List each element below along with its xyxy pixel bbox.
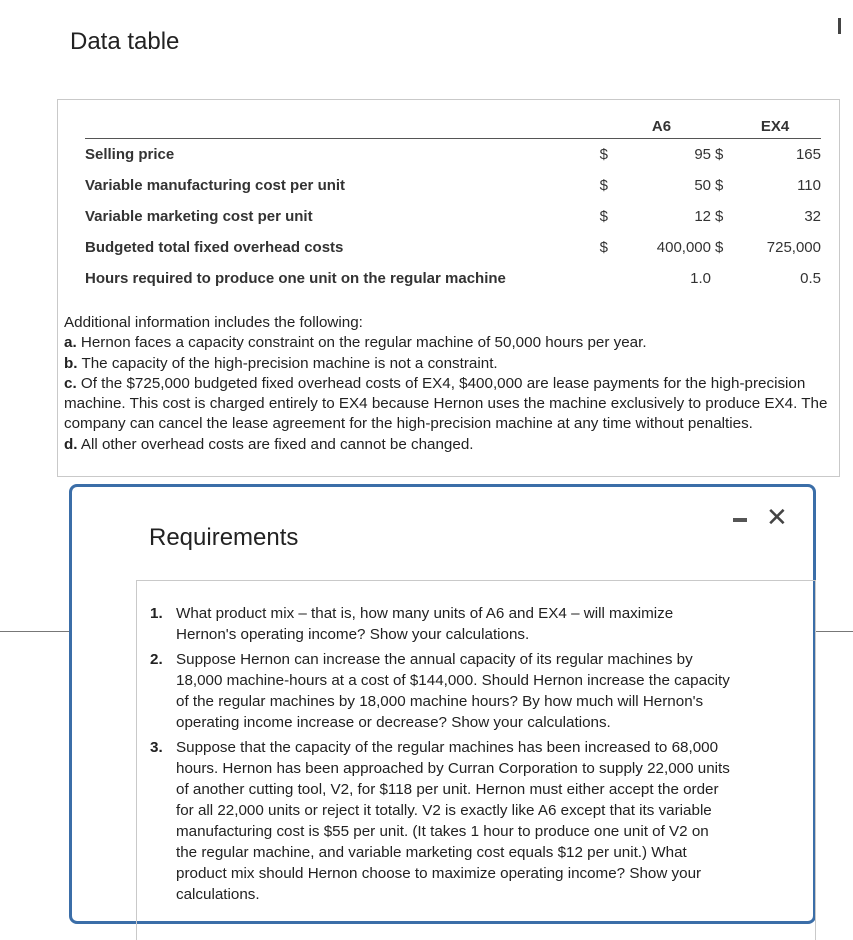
info-item-text: Of the $725,000 budgeted fixed overhead costs of EX4, $400,000 are lease payments for the high-precision machine. This cost is charged entirely to EX4 because Hernon uses the machine exclusively to produce EX4. The company can cancel the lease agreement for the high-precision machine at any time without penalties.	[64, 374, 828, 433]
info-item-text: Hernon faces a capacity constraint on the regular machine of 50,000 hours per year.	[76, 334, 647, 352]
table-row	[85, 263, 821, 294]
minimize-icon[interactable]	[838, 18, 841, 34]
row-label: Variable marketing cost per unit	[85, 208, 313, 225]
a6-value: 12	[694, 208, 711, 225]
dollar-sign	[563, 263, 608, 294]
info-item-letter: a.	[64, 334, 77, 352]
dialog-title: Requirements	[149, 524, 299, 551]
requirement-number: 2.	[150, 651, 163, 668]
info-item-letter: c.	[64, 374, 77, 392]
info-item-letter: b.	[64, 354, 78, 372]
data-table-panel	[57, 99, 840, 477]
a6-value: 400,000	[656, 239, 711, 256]
column-header-a6: A6	[608, 114, 715, 139]
dollar-sign: $	[599, 208, 608, 225]
requirement-text: What product mix – that is, how many units of A6 and EX4 – will maximize Hernon's operating income? Show your calculations.	[176, 605, 674, 643]
info-intro: Additional information includes the following:	[64, 314, 363, 331]
a6-value: 1.0	[690, 270, 711, 287]
row-label: Hours required to produce one unit on the regular machine	[85, 270, 506, 287]
ex4-value: 0.5	[800, 270, 821, 287]
data-table	[85, 114, 821, 294]
dollar-sign: $	[715, 208, 724, 225]
requirements-dialog	[69, 484, 816, 924]
table-row	[85, 170, 821, 201]
requirements-panel	[136, 580, 816, 940]
row-label: Budgeted total fixed overhead costs	[85, 239, 344, 256]
ex4-value: 725,000	[766, 239, 821, 256]
requirement-number: 3.	[150, 739, 163, 756]
column-header-ex4: EX4	[729, 114, 821, 139]
dollar-sign: $	[715, 239, 724, 256]
close-icon[interactable]: ✕	[766, 502, 788, 532]
info-item	[64, 374, 839, 435]
header-blank	[85, 114, 563, 139]
requirement-text: Suppose that the capacity of the regular machines has been increased to 68,000 hours. Hernon has been approached by Curran Corporation to supply 22,000 units of another cutting tool, V2, for $118 per unit. Hernon must either accept the order for all 22,000 units or reject it totally. V2 is exactly like A6 except that its variable manufacturing cost is $55 per unit. (It takes 1 hour to produce one unit of V2 on the regular machine, and variable marketing cost equals $12 per unit.) What product mix should Hernon choose to maximize operating income? Show your calculations.	[176, 739, 730, 903]
page-title: Data table	[70, 28, 180, 55]
info-item-letter: d.	[64, 435, 78, 453]
dollar-sign	[715, 263, 729, 294]
minimize-icon[interactable]	[733, 518, 747, 522]
ex4-value: 32	[804, 208, 821, 225]
row-label: Selling price	[85, 146, 175, 163]
table-row	[85, 232, 821, 263]
info-item	[64, 333, 839, 353]
requirement-item	[142, 649, 732, 733]
divider	[0, 631, 69, 632]
table-row	[85, 201, 821, 232]
requirement-item	[142, 737, 732, 905]
requirements-list	[142, 603, 732, 909]
dollar-sign: $	[599, 146, 608, 163]
info-item-text: The capacity of the high-precision machine is not a constraint.	[77, 354, 498, 372]
requirement-number: 1.	[150, 605, 163, 622]
requirement-item	[142, 603, 732, 645]
requirement-text: Suppose Hernon can increase the annual capacity of its regular machines by 18,000 machine-hours at a cost of $144,000. Should Hernon increase the capacity of the regular machines by 18,000 machine hours? By how much will Hernon's operating income increase or decrease? Show your calculations.	[176, 651, 730, 731]
additional-info	[64, 313, 839, 455]
ex4-value: 165	[795, 146, 821, 163]
dollar-sign: $	[715, 146, 724, 163]
dollar-sign: $	[599, 177, 608, 194]
dollar-sign: $	[715, 177, 724, 194]
divider	[816, 631, 853, 632]
a6-value: 95	[694, 146, 711, 163]
info-item	[64, 354, 839, 374]
row-label: Variable manufacturing cost per unit	[85, 177, 346, 194]
a6-value: 50	[694, 177, 711, 194]
table-row	[85, 139, 821, 171]
ex4-value: 110	[797, 177, 821, 194]
dollar-sign: $	[599, 239, 608, 256]
info-item-text: All other overhead costs are fixed and cannot be changed.	[77, 435, 474, 453]
info-item	[64, 435, 839, 455]
